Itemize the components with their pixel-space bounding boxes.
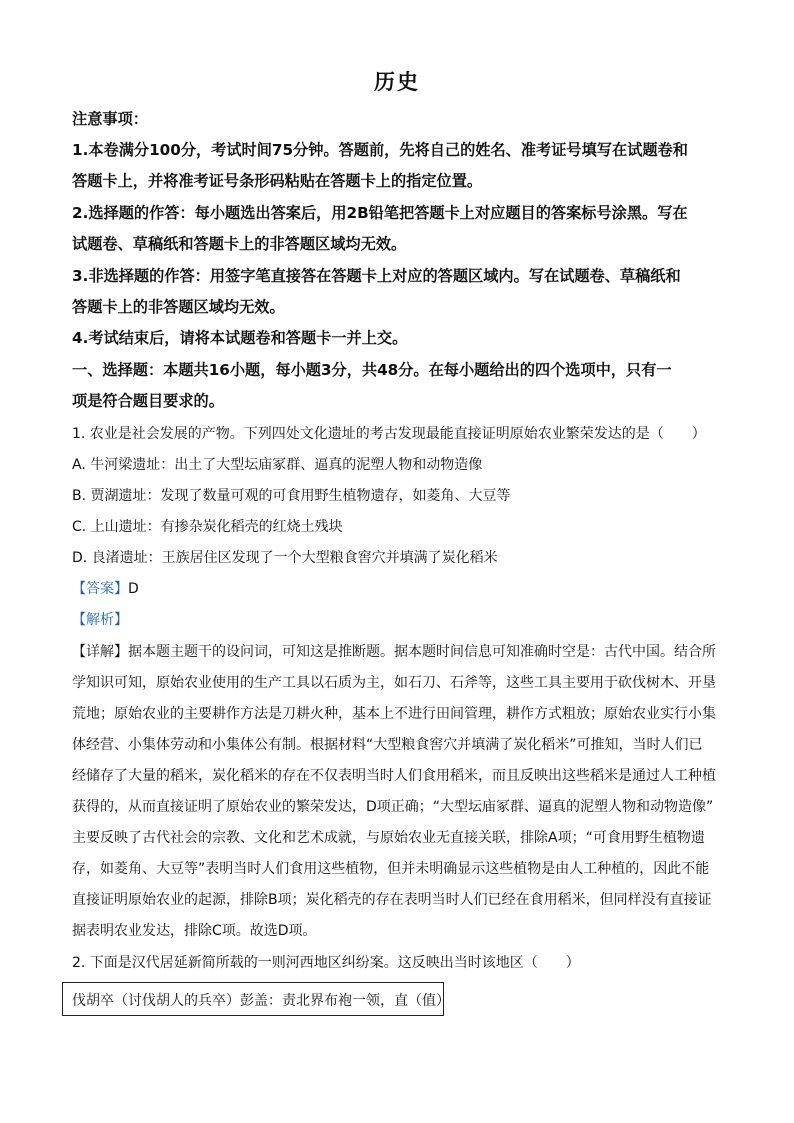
detail-line: 主要反映了古代社会的宗教、文化和艺术成就，与原始农业无直接关联，排除A项；“可食用野生植物遗 [72, 830, 705, 846]
notice-line: 4.考试结束后，请将本试题卷和答题卡一并上交。 [72, 329, 408, 347]
analysis-row [72, 609, 128, 629]
notice-line: 试题卷、草稿纸和答题卡上的非答题区域均无效。 [72, 235, 407, 253]
notice-heading: 注意事项： [72, 110, 148, 128]
page-title: 历史 [374, 70, 420, 94]
detail-line: 学知识可知，原始农业使用的生产工具以石质为主，如石刀、石斧等，这些工具主要用于砍伐树木、开垦 [72, 675, 716, 691]
question-1-option-c: C. 上山遗址：有掺杂炭化稻壳的红烧土残块 [72, 519, 343, 535]
question-1-option-d: D. 良渚遗址：王族居住区发现了一个大型粮食窖穴并填满了炭化稻米 [72, 550, 498, 566]
notice-line: 1.本卷满分100分，考试时间75分钟。答题前，先将自己的姓名、准考证号填写在试题卷和 [72, 141, 688, 159]
answer-row [72, 578, 139, 598]
material-text: 伐胡卒（讨伐胡人的兵卒）彭盖：责北界布袍一领，直（值） [72, 993, 450, 1009]
section-heading: 项是符合题目要求的。 [72, 392, 224, 410]
question-1-option-a: A. 牛河梁遗址：出土了大型坛庙冢群、逼真的泥塑人物和动物造像 [72, 457, 483, 473]
detail-line: 获得的，从而直接证明了原始农业的繁荣发达，D项正确；“大型坛庙冢群、逼真的泥塑人物和动物造像” [72, 799, 714, 815]
answer-label: 【答案】 [72, 581, 128, 597]
analysis-label: 【解析】 [72, 612, 128, 628]
notice-line: 答题卡上的非答题区域均无效。 [72, 298, 285, 316]
detail-line: 直接证明原始农业的起源，排除B项；炭化稻壳的存在表明当时人们已经在食用稻米，但同样没有直接证 [72, 892, 712, 908]
section-heading: 一、选择题：本题共16小题，每小题3分，共48分。在每小题给出的四个选项中，只有一 [72, 361, 672, 379]
detail-line: 经储存了大量的稻米，炭化稻米的存在不仅表明当时人们食用稻米，而且反映出这些稻米是通过人工种植 [72, 768, 716, 784]
question-1-stem: 1. 农业是社会发展的产物。下列四处文化遗址的考古发现最能直接证明原始农业繁荣发达的是（ ） [72, 426, 706, 442]
detail-line: 【详解】据本题主题干的设问词，可知这是推断题。据本题时间信息可知准确时空是：古代中国。结合所 [72, 644, 716, 660]
detail-line: 据表明农业发达，排除C项。故选D项。 [72, 923, 317, 939]
answer-value: D [128, 581, 139, 597]
detail-line: 存，如菱角、大豆等”表明当时人们食用这些植物，但并未明确显示这些植物是由人工种植的，因此不能 [72, 861, 710, 877]
detail-line: 体经营、小集体劳动和小集体公有制。根据材料“大型粮食窖穴并填满了炭化稻米”可推知，当时人们已 [72, 737, 703, 753]
detail-line: 荒地；原始农业的主要耕作方法是刀耕火种，基本上不进行田间管理，耕作方式粗放；原始农业实行小集 [72, 706, 716, 722]
notice-line: 答题卡上，并将准考证号条形码粘贴在答题卡上的指定位置。 [72, 172, 483, 190]
notice-line: 3.非选择题的作答：用签字笔直接答在答题卡上对应的答题区域内。写在试题卷、草稿纸和 [72, 267, 681, 285]
notice-line: 2.选择题的作答：每小题选出答案后，用2B铅笔把答题卡上对应题目的答案标号涂黑。写在 [72, 204, 688, 222]
question-1-option-b: B. 贾湖遗址：发现了数量可观的可食用野生植物遗存，如菱角、大豆等 [72, 488, 511, 504]
question-2-stem: 2. 下面是汉代居延新简所载的一则河西地区纠纷案。这反映出当时该地区（ ） [72, 955, 580, 971]
